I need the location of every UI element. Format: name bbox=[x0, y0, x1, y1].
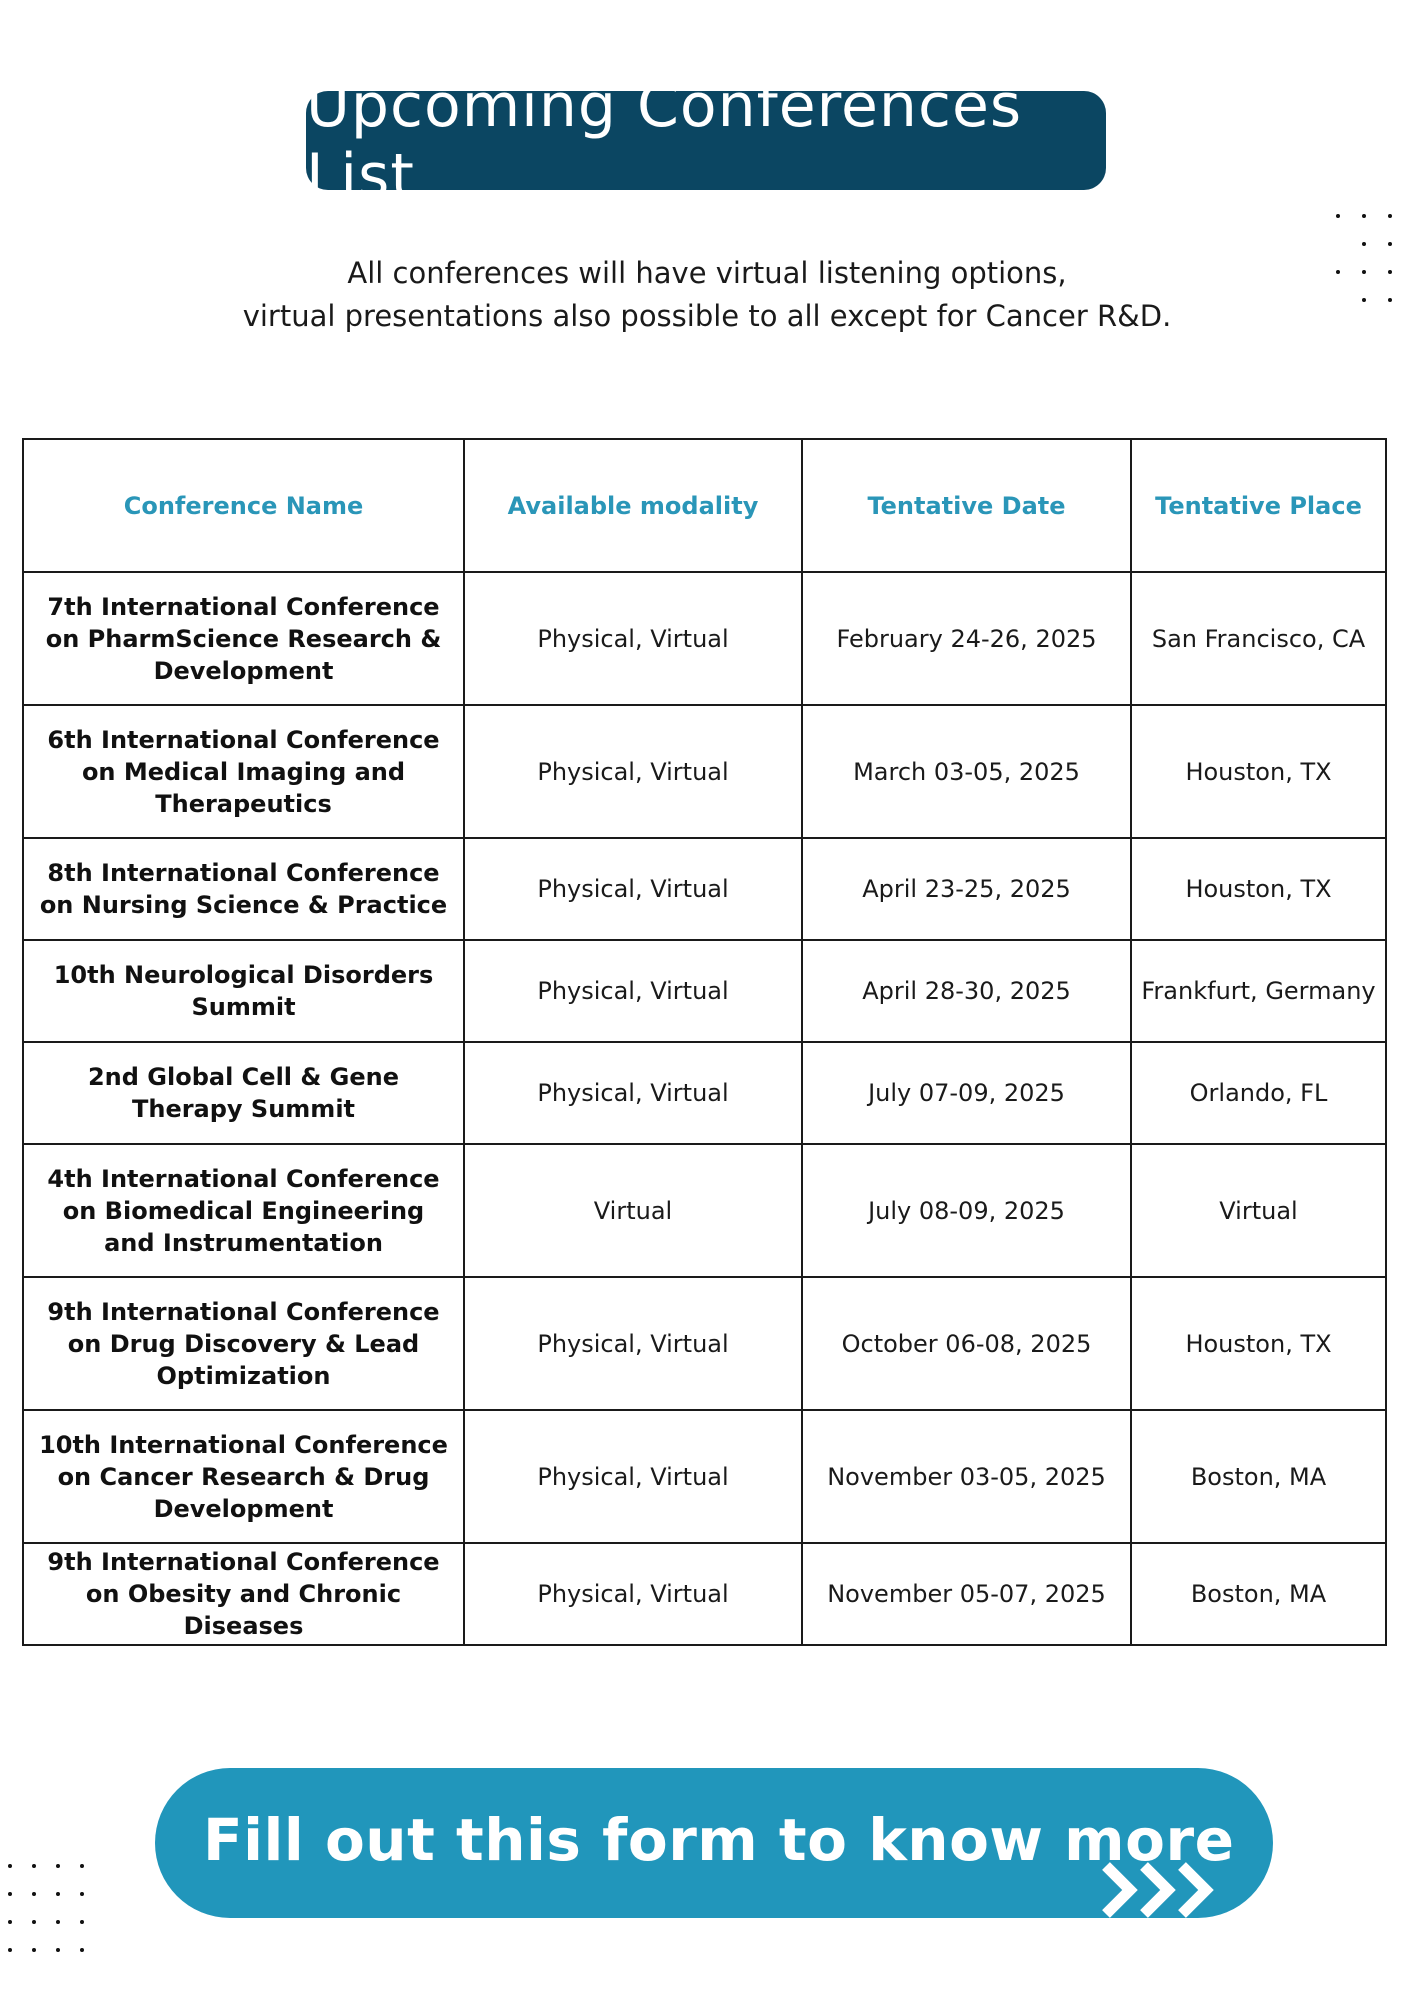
conference-modality: Physical, Virtual bbox=[464, 1042, 802, 1144]
conference-place: Houston, TX bbox=[1131, 1277, 1386, 1410]
conference-place: Houston, TX bbox=[1131, 838, 1386, 940]
conference-place: Frankfurt, Germany bbox=[1131, 940, 1386, 1042]
conference-date: February 24-26, 2025 bbox=[802, 572, 1131, 705]
header-date: Tentative Date bbox=[802, 439, 1131, 572]
conference-name: 2nd Global Cell & Gene Therapy Summit bbox=[23, 1042, 464, 1144]
conference-table bbox=[22, 438, 1387, 1646]
conference-place: Orlando, FL bbox=[1131, 1042, 1386, 1144]
table-row bbox=[23, 1410, 1386, 1543]
conference-date: July 08-09, 2025 bbox=[802, 1144, 1131, 1277]
conference-modality: Physical, Virtual bbox=[464, 572, 802, 705]
conference-modality: Physical, Virtual bbox=[464, 1543, 802, 1645]
conference-date: July 07-09, 2025 bbox=[802, 1042, 1131, 1144]
table-row bbox=[23, 1277, 1386, 1410]
conference-name: 7th International Conference on PharmScience Research & Development bbox=[23, 572, 464, 705]
conference-modality: Physical, Virtual bbox=[464, 1277, 802, 1410]
conference-name: 10th International Conference on Cancer Research & Drug Development bbox=[23, 1410, 464, 1543]
conference-modality: Physical, Virtual bbox=[464, 1410, 802, 1543]
conference-place: Boston, MA bbox=[1131, 1543, 1386, 1645]
conference-date: April 23-25, 2025 bbox=[802, 838, 1131, 940]
intro-text bbox=[160, 252, 1254, 338]
conference-name: 9th International Conference on Drug Discovery & Lead Optimization bbox=[23, 1277, 464, 1410]
conference-name: 4th International Conference on Biomedical Engineering and Instrumentation bbox=[23, 1144, 464, 1277]
conference-modality: Physical, Virtual bbox=[464, 940, 802, 1042]
conference-date: March 03-05, 2025 bbox=[802, 705, 1131, 838]
conference-name: 10th Neurological Disorders Summit bbox=[23, 940, 464, 1042]
conference-date: November 03-05, 2025 bbox=[802, 1410, 1131, 1543]
intro-line-1: All conferences will have virtual listening options, bbox=[347, 256, 1067, 290]
page-title-banner bbox=[306, 70, 1106, 211]
conference-place: Houston, TX bbox=[1131, 705, 1386, 838]
conference-date: April 28-30, 2025 bbox=[802, 940, 1131, 1042]
conference-modality: Physical, Virtual bbox=[464, 705, 802, 838]
conference-date: October 06-08, 2025 bbox=[802, 1277, 1131, 1410]
page-title: Upcoming Conferences List bbox=[306, 70, 1023, 211]
conference-name: 6th International Conference on Medical Imaging and Therapeutics bbox=[23, 705, 464, 838]
header-modality: Available modality bbox=[464, 439, 802, 572]
conference-name: 8th International Conference on Nursing Science & Practice bbox=[23, 838, 464, 940]
conference-place: Boston, MA bbox=[1131, 1410, 1386, 1543]
table-row bbox=[23, 838, 1386, 940]
table-row bbox=[23, 705, 1386, 838]
header-conference-name: Conference Name bbox=[23, 439, 464, 572]
intro-line-2: virtual presentations also possible to all except for Cancer R&D. bbox=[242, 299, 1172, 333]
header-place: Tentative Place bbox=[1131, 439, 1386, 572]
table-row bbox=[23, 1144, 1386, 1277]
table-row bbox=[23, 1042, 1386, 1144]
conference-place: Virtual bbox=[1131, 1144, 1386, 1277]
triple-chevron-right-icon bbox=[1100, 1860, 1230, 1920]
table-row bbox=[23, 1543, 1386, 1645]
table-row bbox=[23, 572, 1386, 705]
table-row bbox=[23, 940, 1386, 1042]
fill-form-button[interactable] bbox=[155, 1768, 1273, 1918]
fill-form-label: Fill out this form to know more bbox=[203, 1806, 1235, 1874]
table-header-row bbox=[23, 439, 1386, 572]
conference-name: 9th International Conference on Obesity and Chronic Diseases bbox=[23, 1543, 464, 1645]
conference-place: San Francisco, CA bbox=[1131, 572, 1386, 705]
conference-modality: Physical, Virtual bbox=[464, 838, 802, 940]
conference-date: November 05-07, 2025 bbox=[802, 1543, 1131, 1645]
conference-modality: Virtual bbox=[464, 1144, 802, 1277]
